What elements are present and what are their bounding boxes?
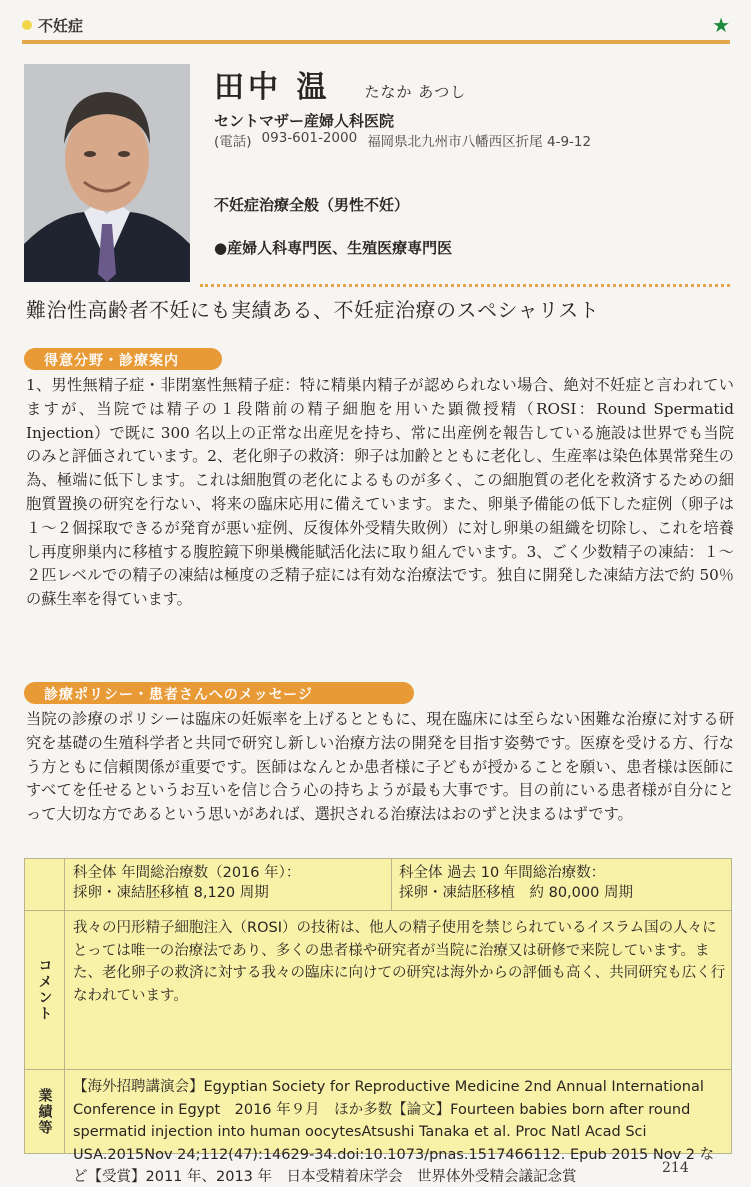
address: 福岡県北九州市八幡西区折尾 4-9-12 [367,134,592,150]
stat-annual-value: 採卵・凍結胚移植 8,120 周期 [73,885,269,901]
star-icon: ★ [712,13,730,37]
doctor-name-kana: たなか あつし [364,83,467,101]
category [22,15,83,36]
clinic-name: セントマザー産婦人科医院 [214,112,395,130]
achievements-label: 業績等 [36,1088,53,1136]
comment-row-label [25,911,65,1069]
page-number: 214 [662,1160,689,1176]
stat-decade [399,863,729,903]
comment-label: コメント [36,958,53,1022]
contact-line [214,130,591,150]
policy-text: 当院の診療のポリシーは臨床の妊娠率を上げるとともに、現在臨床には至らない困難な治療に対する研究を基礎の生殖科学者と共同で研究し新しい治療方法の開発を目指す姿勢です。医療を受ける方、行なう方ともに信頼関係が重要です。医師はなんとか患者様に子どもが授かることを願い、患者様は医師にすべてを任せるというお互いを信じ合う心の持ちようが最も大事です。目の前にいる患者様が自分にとって大切な方であるという思いがあれば、選択される治療法はおのずと決まるはずです。 [26,710,734,824]
stat-divider [391,859,392,911]
stats-row [25,859,731,911]
specialty: 不妊症治療全般（男性不妊） [214,196,410,214]
tagline: 難治性高齢者不妊にも実績ある、不妊症治療のスペシャリスト [26,298,600,322]
expertise-text: 1、男性無精子症・非閉塞性無精子症：特に精巣内精子が認められない場合、絶対不妊症と言われていますが、当院では精子の１段階前の精子細胞を用いた顕微授精（ROSI：Round Spermatid Injection）で既に 300 名以上の正常な出産児を持ち、常に出産例を報告している施設は世界でも当院のみと評価されています。2、老化卵子の救済：卵子は加齢とともに老化し、生産率は染色体異常発生の為、極端に低下します。これは細胞質の老化によるものが多く、この細胞質の老化を救済するための細胞質置換の研究を行ない、将来の臨床応用に備えています。また、卵巣予備能の低下した症例（卵子は１～２個採取できるが発育が悪い症例、反復体外受精失敗例）に対し卵巣の組織を切除し、これを培養し再度卵巣内に移植する腹腔鏡下卵巣機能賦活化法に取り組んでいます。3、ごく少数精子の凍結：１～２匹レベルでの精子の凍結は極度の乏精子症には有効な治療法です。独自に開発した凍結方法で約 50％の蘇生率を得ています。 [26,376,734,609]
header-rule [22,40,730,44]
dotted-divider [200,284,730,287]
category-label: 不妊症 [38,16,84,35]
stat-annual-label: 科全体 年間総治療数（2016 年）： [73,865,301,881]
doctor-portrait-icon [24,64,190,282]
achievements-row-label [25,1070,65,1154]
comment-text: 我々の円形精子細胞注入（ROSI）の技術は、他人の精子使用を禁じられているイスラム国の人々にとっては唯一の治療法であり、多くの患者様や研究者が当院に治療又は研修で来院しています。また、老化卵子の救済に対する我々の臨床に向けての研究は海外からの評価も高く、共同研究も広く行なわれています。 [73,920,726,1004]
phone-number: 093-601-2000 [261,130,358,146]
stat-decade-label: 科全体 過去 10 年間総治療数： [399,865,606,881]
policy-heading: 診療ポリシー・患者さんへのメッセージ [24,682,414,704]
stats-row-label [25,859,65,910]
expertise-heading: 得意分野・診療案内 [24,348,222,370]
achievements-text: 【海外招聘講演会】Egyptian Society for Reproductive Medicine 2nd Annual International Conference in Egypt 2016 年９月 ほか多数【論文】Fourteen babies born after round spermatid injection into human oocytesAtsushi Tanaka et al. Proc Natl Acad Sci USA.2015Nov 24;112(47):14629-34.doi:10.1073/pnas.1517466112. Epub 2015 Nov 2 など【受賞】2011 年、2013 年 日本受精着床学会 世界体外受精会議記念賞 [73,1079,715,1185]
phone-label: (電話) [214,134,252,150]
stat-decade-value: 採卵・凍結胚移植 約 80,000 周期 [399,885,633,901]
category-dot-icon [22,20,32,30]
license: ●産婦人科専門医、生殖医療専門医 [214,239,453,257]
category-header [22,10,730,40]
stat-annual [73,863,391,903]
comment-row [25,911,731,1070]
name-row [214,62,466,106]
doctor-name: 田中 温 [214,70,331,105]
doctor-photo [24,64,190,282]
